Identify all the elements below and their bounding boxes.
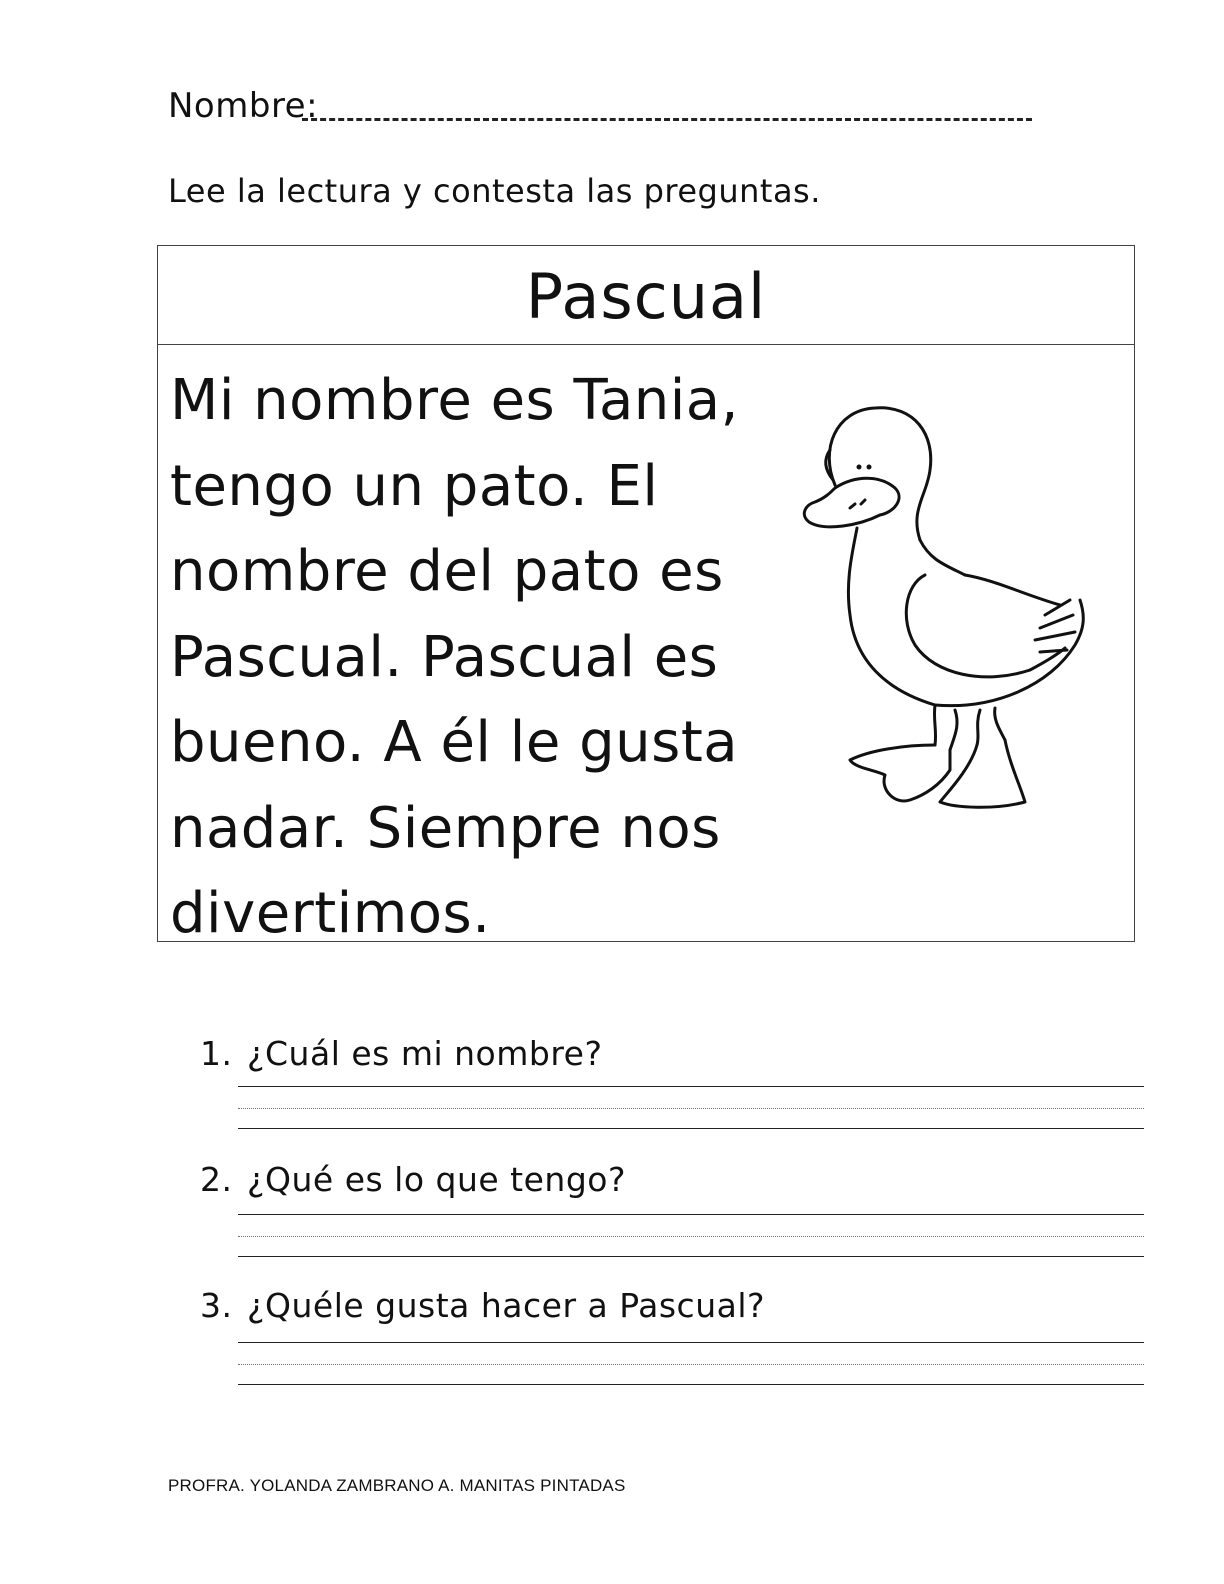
answer-lines-2[interactable]: [238, 1214, 1144, 1258]
story-line: bueno. A él le gusta: [170, 710, 739, 775]
story-line: Pascual. Pascual es: [170, 624, 719, 690]
answer-line: [238, 1256, 1144, 1257]
answer-line: [238, 1128, 1144, 1129]
question-text: ¿Cuál es mi nombre?: [247, 1034, 603, 1073]
answer-midline: [238, 1108, 1144, 1109]
instructions: Lee la lectura y contesta las preguntas.: [168, 172, 821, 210]
answer-lines-1[interactable]: [238, 1086, 1144, 1130]
story-title: Pascual: [525, 260, 767, 333]
story-title-row: [158, 246, 1134, 345]
answer-line: [238, 1214, 1144, 1215]
story-line: nadar. Siempre nos: [170, 795, 721, 861]
footer-credit: PROFRA. YOLANDA ZAMBRANO A. MANITAS PINTADAS: [168, 1476, 626, 1495]
answer-line: [238, 1086, 1144, 1087]
story-line: divertimos.: [170, 881, 491, 946]
answer-line: [238, 1384, 1144, 1385]
question-text: ¿Qué es lo que tengo?: [247, 1160, 626, 1199]
question-text: ¿Quéle gusta hacer a Pascual?: [247, 1286, 766, 1325]
answer-lines-3[interactable]: [238, 1342, 1144, 1386]
duck-illustration: [795, 400, 1095, 810]
question-2: [200, 1160, 626, 1199]
story-line: tengo un pato. El: [170, 453, 659, 519]
question-number: 1.: [200, 1034, 233, 1073]
question-3: [200, 1286, 765, 1325]
name-label: Nombre:: [168, 86, 319, 126]
question-1: [200, 1034, 603, 1073]
story-text: [170, 358, 770, 957]
story-line: Mi nombre es Tania,: [170, 368, 739, 433]
name-blank-line[interactable]: [302, 118, 1032, 121]
question-number: 2.: [200, 1160, 233, 1199]
name-field: [168, 86, 318, 126]
question-number: 3.: [200, 1286, 233, 1325]
answer-midline: [238, 1236, 1144, 1237]
story-line: nombre del pato es: [170, 539, 724, 604]
answer-line: [238, 1342, 1144, 1343]
answer-midline: [238, 1364, 1144, 1365]
